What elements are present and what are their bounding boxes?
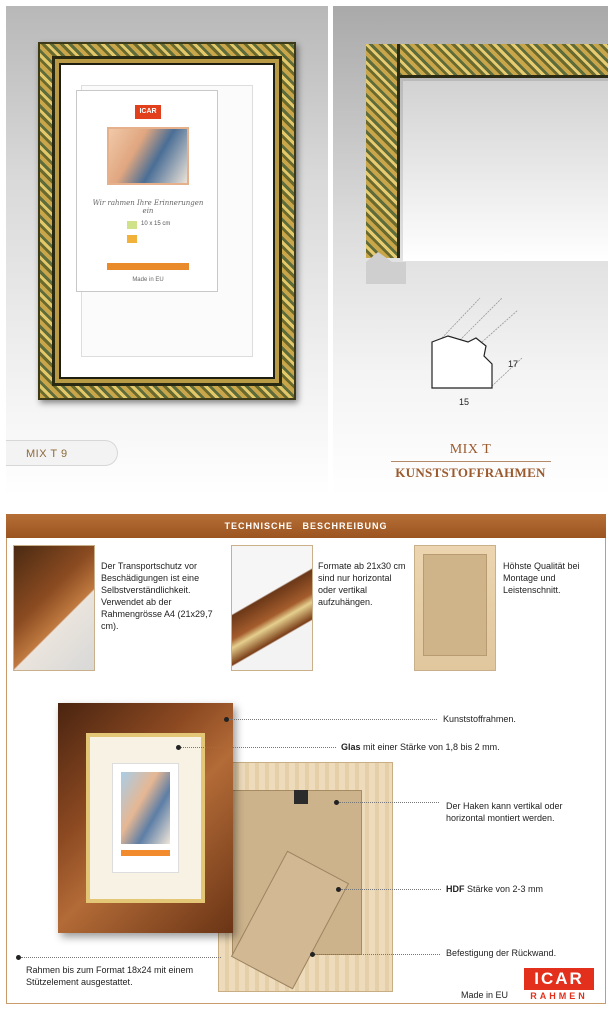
feature-text-3: Höhste Qualität bei Montage und Leistenschnitt. <box>503 561 580 595</box>
callout-hook: Der Haken kann vertikal oder horizontal montiert werden. <box>446 801 563 823</box>
frame-back-image <box>414 545 496 671</box>
title-divider <box>391 461 551 462</box>
frame-photo-picture <box>121 772 170 844</box>
card-swatch <box>127 221 137 229</box>
icar-logo-top: ICAR <box>524 968 594 990</box>
product-title: MIX T <box>449 442 492 457</box>
callout-glass <box>341 742 500 752</box>
corner-frame-left <box>366 44 400 258</box>
backboard <box>423 554 487 656</box>
hanger-icon <box>366 252 406 284</box>
icar-logo <box>524 968 594 1002</box>
callout-glass-bold: Glas <box>341 742 361 752</box>
feature-text-1: Der Transportschutz vor Beschädigungen ist eine Selbstverständlichkeit. Verwendet ab der Rahmengrösse A4 (21x29,7 cm). <box>101 561 213 631</box>
frame-gold-line <box>86 733 205 903</box>
frame-corner-image <box>231 545 313 671</box>
profile-diagram-icon <box>420 290 530 410</box>
callout-fastening: Befestigung der Rückwand. <box>446 948 557 958</box>
gold-frame-image <box>38 42 296 400</box>
leader-line <box>341 889 441 890</box>
card-url-bar <box>107 263 189 270</box>
callout-hdf <box>446 884 543 894</box>
card-size-label: 10 x 15 cm <box>141 221 171 227</box>
callout-hdf-rest: Stärke von 2-3 mm <box>464 884 544 894</box>
corner-shadow <box>403 81 608 261</box>
profile-width: 15 <box>459 397 470 407</box>
preview-card <box>76 90 218 292</box>
leader-line <box>21 957 221 958</box>
leader-line <box>339 802 439 803</box>
frame-photo-strip <box>121 850 170 856</box>
card-logo: ICAR <box>135 105 161 119</box>
hook-icon <box>294 790 308 804</box>
tech-heading: TECHNISCHE BESCHREIBUNG <box>6 514 606 538</box>
card-swatch <box>127 235 137 243</box>
leader-line <box>315 954 440 955</box>
card-made-in: Made in EU <box>132 277 164 283</box>
frame-photo <box>112 763 179 873</box>
card-photo <box>107 127 189 185</box>
icar-logo-bottom: RAHMEN <box>530 991 588 1001</box>
corner-frame-top <box>366 44 608 78</box>
wood-frame-image <box>58 703 233 933</box>
model-tab: MIX T 9 <box>6 440 118 466</box>
product-subtitle: KUNSTSTOFFRAHMEN <box>395 465 546 480</box>
callout-glass-rest: mit einer Stärke von 1,8 bis 2 mm. <box>360 742 500 752</box>
card-script-text: Wir rahmen Ihre Erinnerungen ein <box>92 199 204 215</box>
leader-line <box>229 719 437 720</box>
callout-hdf-bold: HDF <box>446 884 465 894</box>
transport-protection-image <box>13 545 95 671</box>
stand-note: Rahmen bis zum Format 18x24 mit einem Stützelement ausgestattet. <box>26 965 194 987</box>
made-in-label: Made in EU <box>461 990 509 1000</box>
leader-line <box>181 747 336 748</box>
callout-frame: Kunststoffrahmen. <box>443 714 516 724</box>
profile-height: 17 <box>508 359 519 369</box>
feature-text-2: Formate ab 21x30 cm sind nur horizontal oder vertikal aufzuhängen. <box>318 561 406 607</box>
